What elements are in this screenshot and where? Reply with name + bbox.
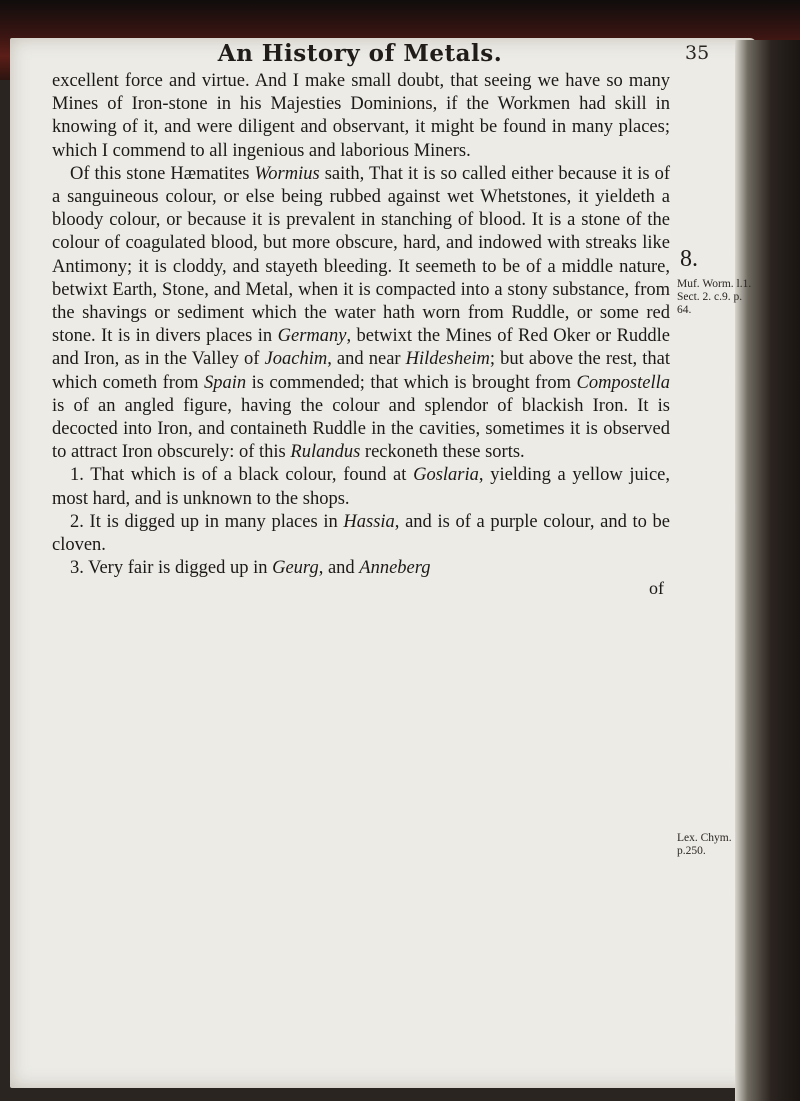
italic-place-joachim: Joachim xyxy=(264,349,328,370)
paragraph-1: excellent force and virtue. And I make small doubt, that seeing we have so many Mines of Iron-stone in his Majesties Dominions, if the Workmen had skill in knowing of it, and were diligent and observant, it might be found in many places; which I commend to all ingenious and laborious Miners. xyxy=(52,71,670,161)
italic-place-germany: Germany xyxy=(277,326,347,347)
page-number: 35 xyxy=(685,42,710,64)
italic-place-goslaria: Goslaria xyxy=(413,465,479,486)
paragraph-4: 2. It is digged up in many places in Hassia, and is of a purple colour, and to be cloven. xyxy=(52,511,670,556)
italic-place-anneberg: Anneberg xyxy=(359,558,431,579)
paragraph-3: 1. That which is of a black colour, found at Goslaria, yielding a yellow juice, most hard, and is unknown to the shops. xyxy=(52,465,670,509)
italic-place-geurg: Geurg xyxy=(272,558,319,579)
page-edge-shadow xyxy=(735,40,800,1101)
running-head: An History of Metals. xyxy=(217,40,503,67)
margin-reference-lexicon: Lex. Chym. p.250. xyxy=(677,832,732,857)
margin-section-number: 8. xyxy=(680,246,698,272)
catchword: of xyxy=(649,578,664,598)
paragraph-2: Of this stone Hæmatites Wormius saith, That it is so called either because it is of a sanguineous colour, or else being rubbed against wet Whetstones, it yieldeth a bloody colour, or because it is prevalent in stanching of blood. It is a stone of the colour of coagulated blood, but more obscure, hard, and indowed with streaks like Antimony; it is cloddy, and stayeth bleeding. It seemeth to be of a middle nature, betwixt Earth, Stone, and Metal, when it is compacted into a stony substance, from the shavings or sediment which the water hath worn from Ruddle, or some red stone. It is in divers places in Germany, betwixt the Mines of Red Oker or Ruddle and Iron, as in the Valley of Joachim, and near Hildesheim; but above the rest, that which cometh from Spain is commended; that which is brought from Compostella is of an angled figure, having the colour and splendor of blackish Iron. It is decocted into Iron, and containeth Ruddle in the cavities, sometimes it is observed to attract Iron obscurely: of this Rulandus reckoneth these sorts. xyxy=(52,163,671,463)
body-text xyxy=(52,70,670,580)
italic-name-wormius: Wormius xyxy=(254,163,320,184)
italic-name-rulandus: Rulandus xyxy=(290,442,361,463)
paragraph-5: 3. Very fair is digged up in Geurg, and Anneberg xyxy=(70,558,431,579)
italic-place-compostella: Compostella xyxy=(576,372,671,393)
italic-place-spain: Spain xyxy=(204,372,247,393)
margin-reference-wormius: Muf. Worm. l.1. Sect. 2. c.9. p. 64. xyxy=(677,278,752,316)
italic-place-hassia: Hassia xyxy=(343,511,395,532)
italic-place-hildesheim: Hildesheim xyxy=(405,349,490,370)
